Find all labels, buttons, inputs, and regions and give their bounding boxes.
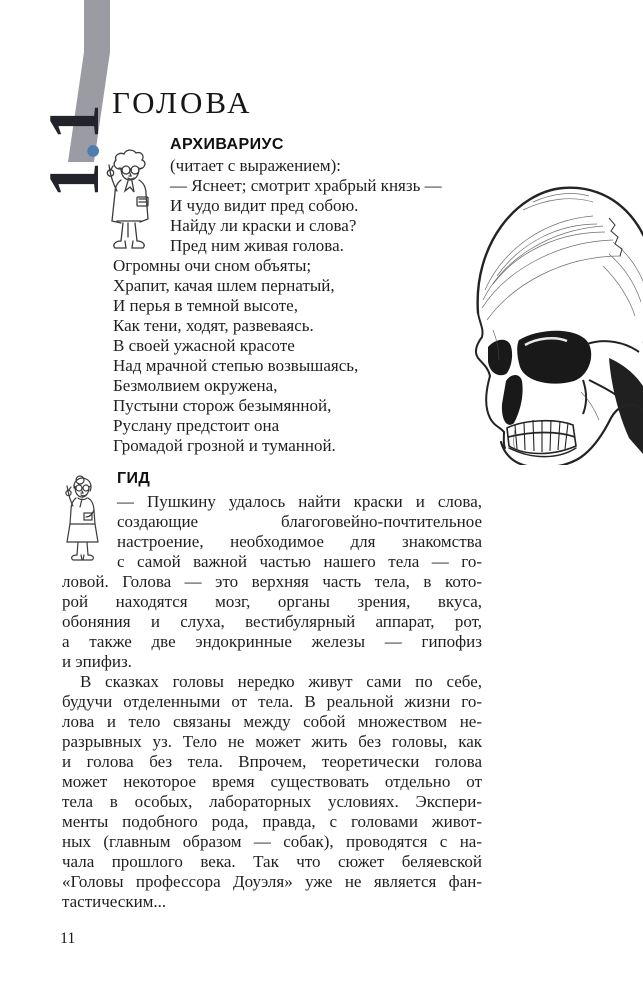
text-line: настроение, необходимое для знакомства: [117, 532, 482, 551]
section-number-digit: 1: [34, 102, 114, 140]
text-line: рой находятся мозг, органы зрения, вкуса,: [62, 592, 482, 611]
text-line: ных (главным образом — собак), проводятся с на-: [62, 832, 482, 851]
text-line: и эпифиз.: [62, 652, 132, 671]
guide-heading: ГИД: [117, 470, 151, 487]
guide-section: [62, 466, 482, 912]
poem-line: Пред ним живая голова.: [170, 236, 344, 255]
section-number-digit: 1: [34, 160, 114, 198]
poem-line: — Яснеет; смотрит храбрый князь —: [170, 176, 442, 195]
text-line: разрывных уз. Тело не может жить без головы, как: [62, 732, 482, 751]
poem-line: Громадой грозной и туманной.: [113, 436, 336, 455]
poem-line: Как тени, ходят, развеваясь.: [113, 316, 314, 335]
page-number: 11: [60, 930, 76, 947]
poem-line: Найду ли краски и слова?: [170, 216, 357, 235]
guide-illustration: [60, 472, 106, 567]
text-line: «Головы профессора Доуэля» уже не является фан-: [62, 872, 482, 891]
text-line: с самой важной частью нашего тела — го-: [117, 552, 482, 571]
poem-line: И чудо видит пред собою.: [170, 196, 359, 215]
text-line: и голова без тела. Впрочем, теоретически голова: [62, 752, 482, 771]
archivist-heading: АРХИВАРИУС: [170, 136, 284, 153]
poem-lines-beside: [113, 176, 469, 256]
poem-line: В своей ужасной красоте: [113, 336, 295, 355]
text-line: а также две эндокринные железы — гипофиз: [62, 632, 482, 651]
text-line: ловой. Голова — это верхняя часть тела, в кото-: [62, 572, 482, 591]
section-number-dot: .: [34, 140, 114, 160]
text-line: создающие благоговейно-почтительное: [117, 512, 482, 531]
text-line: обоняния и слуха, вестибулярный аппарат, рот,: [62, 612, 482, 631]
guide-para2: [62, 692, 482, 892]
poem-line: Храпит, качая шлем пернатый,: [113, 276, 335, 295]
archivist-illustration: [95, 147, 161, 255]
poem-line: Огромны очи сном объяты;: [113, 256, 312, 275]
text-line: чала прошлого века. Так что сюжет беляевской: [62, 852, 482, 871]
poem-line: Над мрачной степью возвышаясь,: [113, 356, 359, 375]
stage-direction: (читает с выражением):: [170, 156, 341, 175]
text-line: — Пушкину удалось найти краски и слова,: [117, 492, 482, 511]
text-line: может некоторое время существовать отдельно от: [62, 772, 482, 791]
guide-para1-full: [62, 572, 482, 652]
text-line: менты подобного рода, правда, с головами живот-: [62, 812, 482, 831]
page-title: ГОЛОВА: [112, 85, 253, 120]
guide-lines-beside: [62, 492, 482, 572]
skull-illustration: [463, 180, 643, 465]
poem-line: Пустыни сторож безымянной,: [113, 396, 332, 415]
text-line: тела в особых, лабораторных условиях. Экспери-: [62, 792, 482, 811]
archivist-section: [113, 133, 469, 456]
text-line: будучи отделенными от тела. В реальной жизни го-: [62, 692, 482, 711]
poem-line: Руслану предстоит она: [113, 416, 280, 435]
poem-line: Безмолвием окружена,: [113, 376, 278, 395]
text-line: тастическим...: [62, 892, 167, 911]
poem-line: И перья в темной высоте,: [113, 296, 298, 315]
text-line: лова и тело связаны между собой множеством не-: [62, 712, 482, 731]
poem-lines-full: [113, 256, 469, 456]
text-line: В сказках головы нередко живут сами по себе,: [80, 672, 482, 691]
